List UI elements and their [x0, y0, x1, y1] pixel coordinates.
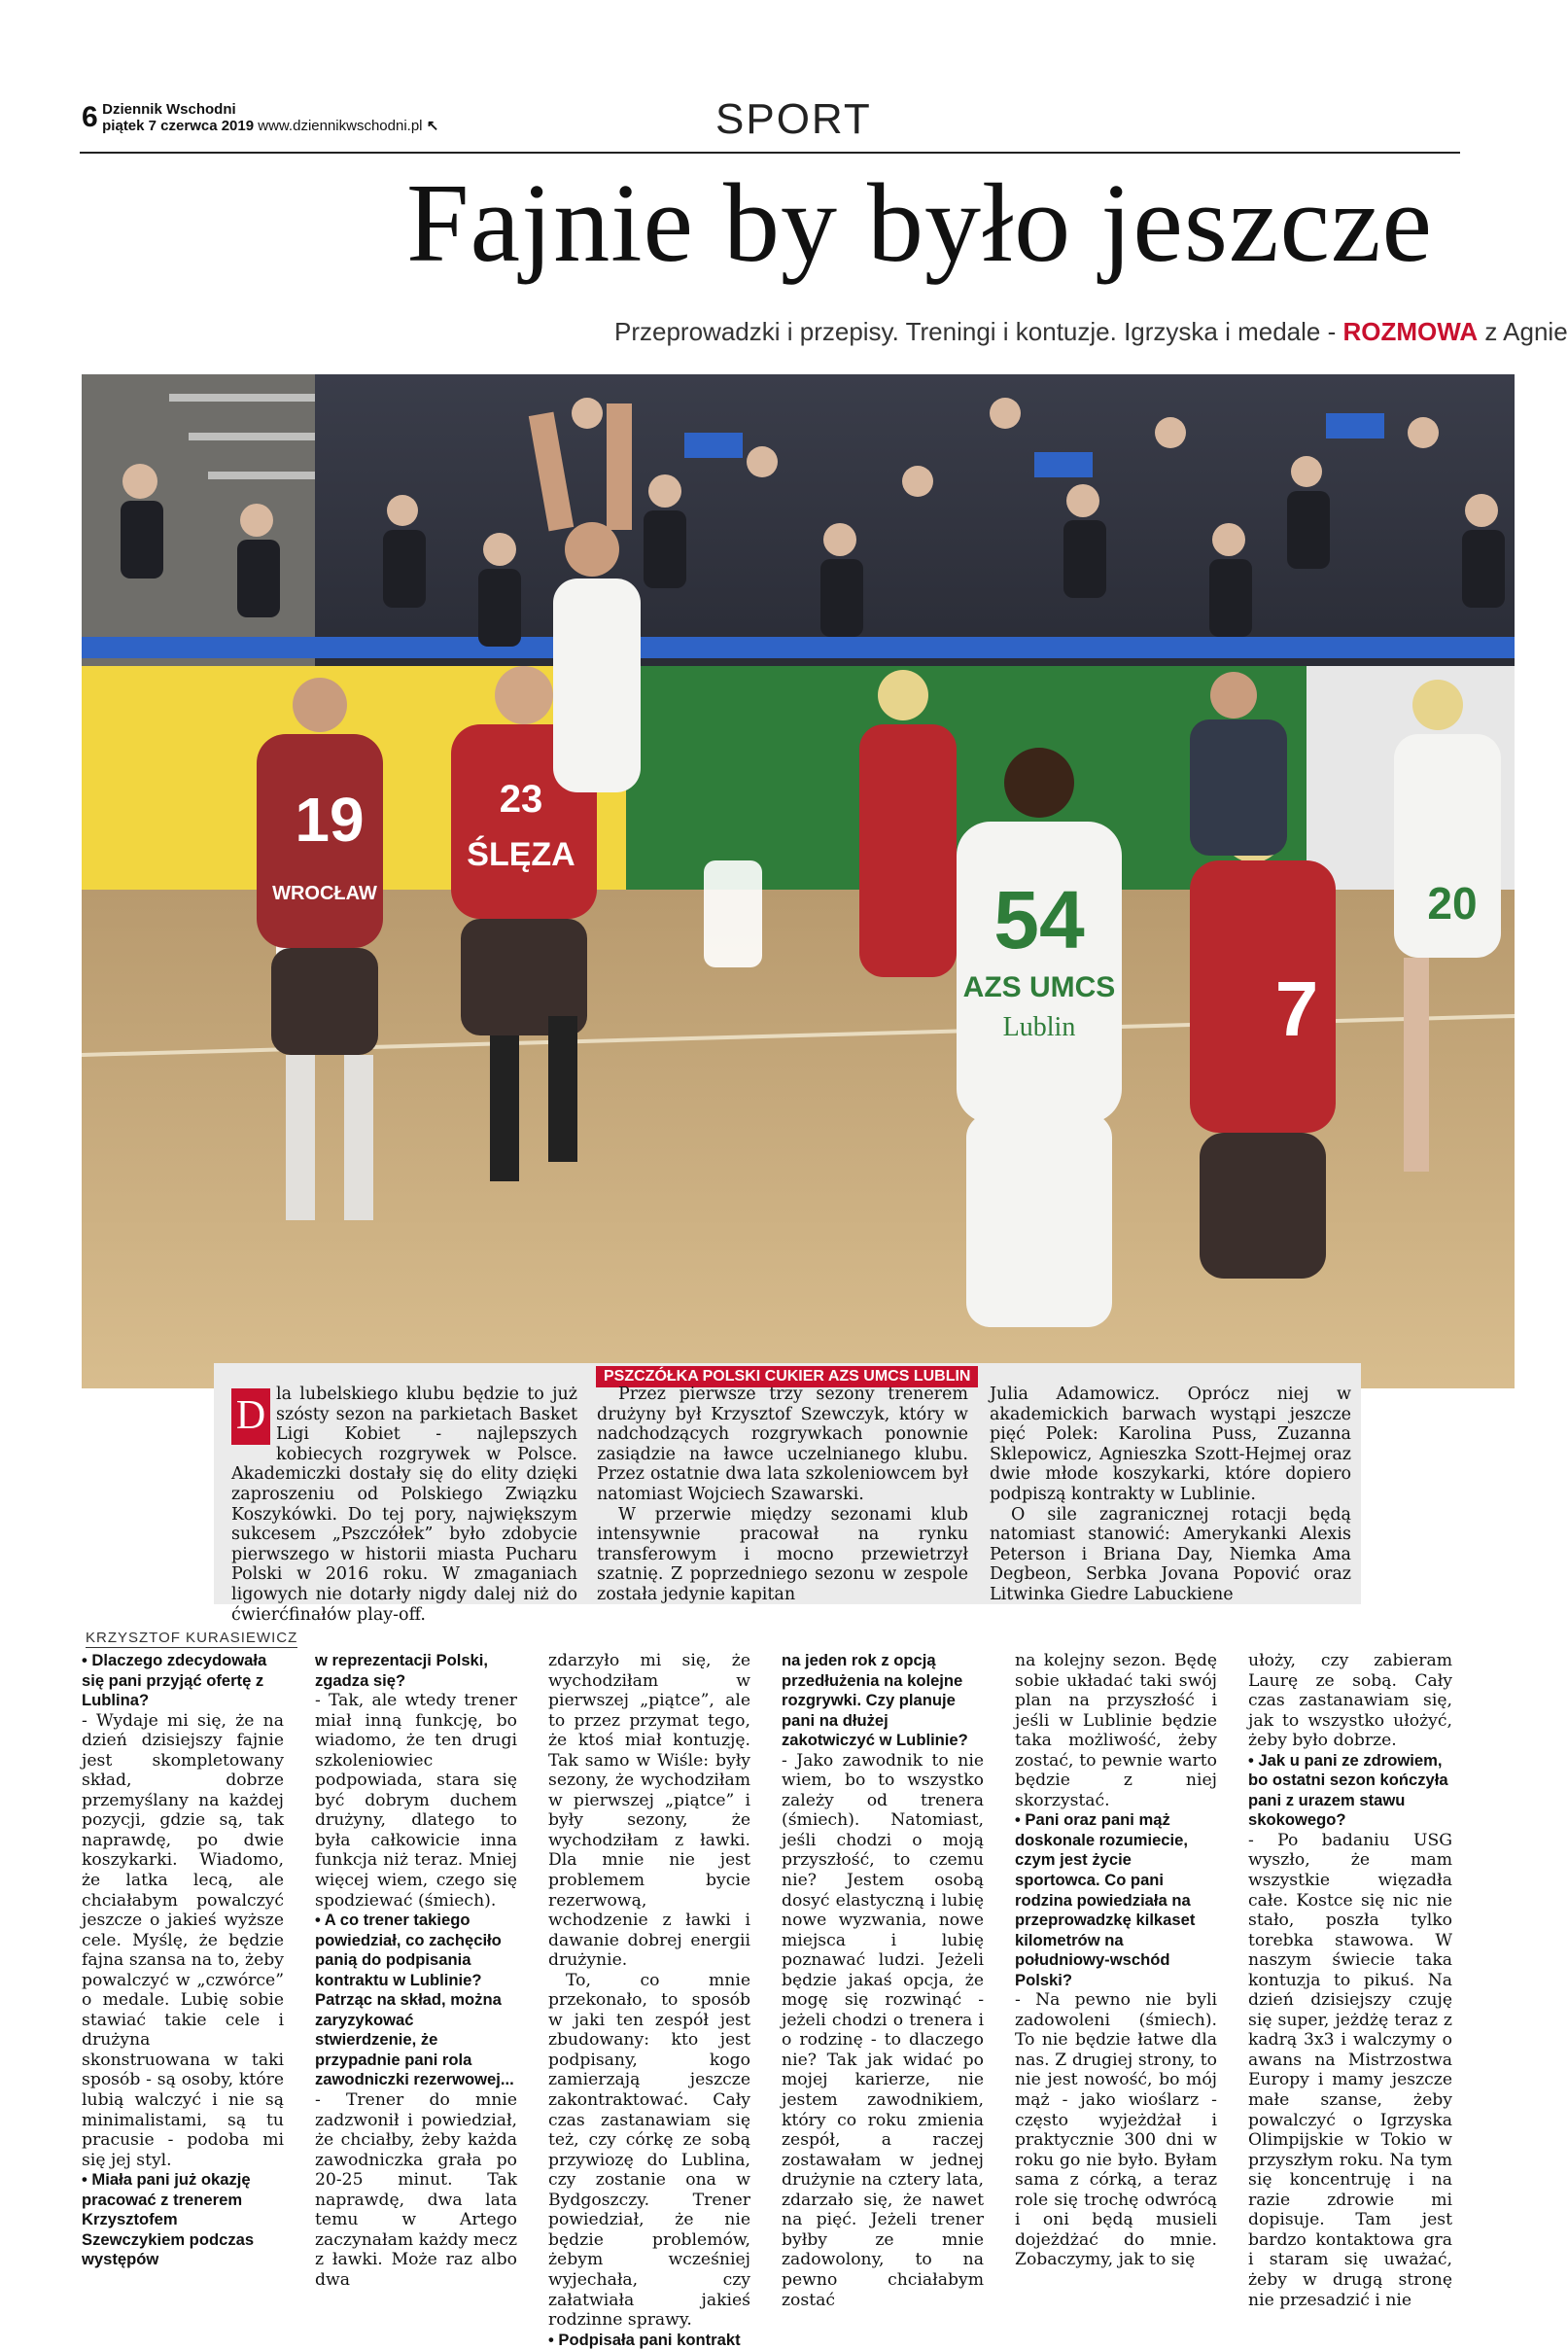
publication-name: Dziennik Wschodni	[102, 101, 236, 118]
answer: - Wydaje mi się, że na dzień dzisiejszy fajnie jest skompletowany skład, dobrze przemyślany na każdej pozycji, gdzie są, tak naprawdę, po dwie koszykarki. Wiadomo, że latka lecą, ale chciałabym powalczyć jeszcze o jakieś wyższe cele. Myślę, że będzie fajna szansa na to, żeby powalczyć w „czwórce” o medale. Lubię sobie stawiać takie cele i drużyna skonstruowana w taki sposób - są osoby, które lubią walczyć i nie są minimalistami, są tu pracusie - podoba mi się jej styl.	[82, 1710, 284, 2170]
answer: - Jako zawodnik to nie wiem, bo to wszystko zależy od trenera (śmiech). Natomiast, jeśli chodzi o moją przyszłość, to czemu nie? Jestem osobą dosyć elastyczną i lubię nowe wyzwania, nowe miejsca i lubię poznawać ludzi. Jeżeli będzie jakaś opcja, że mogę się rozwinąć - jeżeli chodzi o trenera i o rodzinę - to dlaczego nie? Tak jak widać po mojej karierze, nie jestem zawodnikiem, który co roku zmienia zespół, a raczej zostawałam w jednej drużynie na cztery lata, zdarzało się, że nawet na pięć. Jeżeli trener byłby ze mnie zadowolony, to na pewno chciałabym zostać	[782, 1750, 984, 2310]
page-header	[82, 101, 438, 134]
info-box-text-3b: O sile zagranicznej rotacji będą natomiast stanowić: Amerykanki Alexis Peterson i Briana Day, Niemka Ama Degbeon, Serbka Jovana Popović oraz Litwinka Giedre Labuckiene	[990, 1504, 1351, 1604]
question: w reprezentacji Polski, zgadza się?	[315, 1651, 488, 1690]
question: • Jak u pani ze zdrowiem, bo ostatni sezon kończyła pani z urazem stawu skokowego?	[1248, 1750, 1448, 1830]
jersey-number-54: 54	[993, 874, 1085, 965]
info-box-tag: PSZCZÓŁKA POLSKI CUKIER AZS UMCS LUBLIN	[596, 1366, 978, 1387]
answer: - Po badaniu USG wyszło, że mam wszystkie więzadła całe. Kostce się nic nie stało, poszła tylko torebka stawowa. W naszym świecie taka kontuzja to pikuś. Na dzień dzisiejszy czuję się super, jeżdżę teraz z kadrą 3x3 i walczymy o awans na Mistrzostwa Europy i mamy jeszcze małe szanse, żeby powalczyć o Igrzyska Olimpijskie w Tokio w przyszłym roku. Na tym się koncentruję i na razie zdrowie mi dopisuje. Tam jest bardzo kontaktowa gra i staram się uważać, żeby w drugą stronę nie przesadzić i nie	[1248, 1830, 1452, 2310]
subheadline-highlight: ROZMOWA	[1342, 317, 1479, 346]
publication-date: piątek 7 czerwca 2019	[102, 118, 255, 134]
section-title: SPORT	[715, 95, 872, 143]
publication-info	[102, 101, 438, 134]
byline: KRZYSZTOF KURASIEWICZ	[86, 1630, 298, 1646]
dropcap: D	[231, 1388, 270, 1445]
subheadline-tail: z Agnie	[1478, 317, 1568, 346]
article-column-2	[315, 1651, 517, 2291]
cursor-icon: ↖	[426, 118, 439, 134]
answer: na kolejny sezon. Będę sobie układać taki swój plan na przyszłość i jeśli w Lublinie będzie taka możliwość, żeby zostać, to pewnie warto będzie z niej skorzystać.	[1015, 1651, 1217, 1810]
subheadline	[614, 317, 1568, 347]
info-box-text-3a: Julia Adamowicz. Oprócz niej w akademickich barwach wystąpi jeszcze pięć Polek: Karolina Puss, Zuzanna Sklepowicz, Agnieszka Szott-Hejmej oraz dwie młode koszykarki, które dopiero podpiszą kontrakty w Lublinie.	[990, 1385, 1351, 1504]
info-box-column-2	[597, 1385, 968, 1605]
article-column-4	[782, 1651, 984, 2310]
info-box-column-1	[231, 1385, 577, 1625]
header-rule	[80, 152, 1460, 154]
jersey-text-lublin: Lublin	[1002, 1012, 1076, 1042]
answer: To, co mnie przekonało, to sposób w jaki ten zespół jest zbudowany: kto jest podpisany, kogo zamierzają jeszcze zakontraktować. Cały czas zastanawiam się też, czy córkę ze sobą przywiozę do Lublina, czy zostanie ona w Bydgoszczy. Trener powiedział, że nie będzie problemów, żebym wcześniej wyjechała, czy załatwiała jakieś rodzinne sprawy.	[548, 1970, 750, 2331]
jersey-number-20: 20	[1427, 878, 1478, 929]
article-column-6	[1248, 1651, 1452, 2310]
article-column-5	[1015, 1651, 1217, 2270]
answer: - Trener do mnie zadzwonił i powiedział, że chciałby, żeby każda zawodniczka grała po 20-25 minut. Tak naprawdę, dwa lata temu w Artego zaczynałam każdy mecz z ławki. Może raz albo dwa	[315, 2090, 517, 2290]
answer: zdarzyło mi się, że wychodziłam w pierwszej „piątce”, ale to przez przymat tego, że ktoś miał kontuzję. Tak samo w Wiśle: były sezony, że wychodziłam w pierwszej „piątce” i były sezony, że wychodziłam z ławki. Dla mnie nie jest problemem bycie rezerwową, wchodzenie z ławki i dawanie dobrej energii drużynie.	[548, 1651, 750, 1971]
question: na jeden rok z opcją przedłużenia na kolejne rozgrywki. Czy planuje pani na dłużej zakotwiczyć w Lublinie?	[782, 1651, 968, 1750]
jersey-number-7: 7	[1274, 965, 1319, 1052]
headline: Fajnie by było jeszcze	[406, 161, 1433, 286]
question: • Miała pani już okazję pracować z trenerem Krzysztofem Szewczykiem podczas występów	[82, 2170, 255, 2269]
question: • Podpisała pani kontrakt	[548, 2330, 741, 2349]
answer: - Na pewno nie byli zadowoleni (śmiech). To nie będzie łatwe dla nas. Z drugiej strony, to nie jest nowość, bo mój mąż - jako wioślarz - często wyjeżdżał i praktycznie 300 dni w roku go nie było. Byłam sama z córką, a teraz role się trochę odwrócą i oni będą musieli dojeżdżać do mnie. Zobaczymy, jak to się	[1015, 1990, 1217, 2270]
subheadline-lead: Przeprowadzki i przepisy. Treningi i kontuzje. Igrzyska i medale -	[614, 317, 1343, 346]
jersey-text-azs: AZS UMCS	[962, 971, 1116, 1003]
info-box-text-1: la lubelskiego klubu będzie to już szósty sezon na parkietach Basket Ligi Kobiet - najlepszych kobiecych rozgrywek w Polsce. Akademiczki dostały się do elity dzięki zaproszeniu od Polskiego Związku Koszykówki. Do tej pory, największym sukcesem „Pszczółek” było zdobycie pierwszego w historii miasta Pucharu Polski w 2016 roku. W zmaganiach ligowych nie dotarły nigdy dalej niż do ćwierćfinałów play-off.	[231, 1385, 577, 1625]
jersey-number-19: 19	[295, 785, 365, 855]
article-column-3	[548, 1651, 750, 2350]
basketball-photo	[82, 374, 1515, 1388]
jersey-number-23: 23	[499, 778, 543, 821]
info-box-text-2a: Przez pierwsze trzy sezony trenerem drużyny był Krzysztof Szewczyk, który w nadchodzących rozgrywkach ponownie zasiądzie na ławce uczelnianego klubu. Przez ostatnie dwa lata szkoleniowcem był natomiast Wojciech Szawarski.	[597, 1385, 968, 1504]
answer: ułoży, czy zabieram Laurę ze sobą. Cały czas zastanawiam się, jak to wszystko ułożyć, żeby było dobrze.	[1248, 1651, 1452, 1751]
answer: - Tak, ale wtedy trener miał inną funkcję, bo wiadomo, że ten drugi szkoleniowiec podpowiada, stara się być dobrym duchem drużyny, dlatego to była całkowicie inna funkcja niż teraz. Mniej więcej wiem, czego się spodziewać (śmiech).	[315, 1691, 517, 1911]
jersey-text-wroclaw: WROCŁAW	[272, 883, 377, 904]
publication-url[interactable]: www.dziennikwschodni.pl	[258, 118, 423, 134]
article-column-1	[82, 1651, 284, 2270]
question: • Pani oraz pani mąż doskonale rozumiecie, czym jest życie sportowca. Co pani rodzina powiedziała na przeprowadzkę kilkaset kilometrów na południowy-wschód Polski?	[1015, 1810, 1196, 1989]
info-box-text-2b: W przerwie między sezonami klub intensywnie pracował na rynku transferowym i mocno przewietrzył szatnię. Z poprzedniego sezonu w zespole została jedynie kapitan	[597, 1504, 968, 1604]
info-box-column-3	[990, 1385, 1351, 1605]
page-number: 6	[82, 101, 98, 133]
question: • A co trener takiego powiedział, co zachęciło panią do podpisania kontraktu w Lublinie? Patrząc na skład, można zaryzykować stwierdzenie, że przypadnie pani rola zawodniczki rezerwowej...	[315, 1911, 514, 2089]
question: • Dlaczego zdecydowała się pani przyjąć ofertę z Lublina?	[82, 1651, 267, 1710]
jersey-text-sleza: ŚLĘZA	[467, 836, 575, 873]
